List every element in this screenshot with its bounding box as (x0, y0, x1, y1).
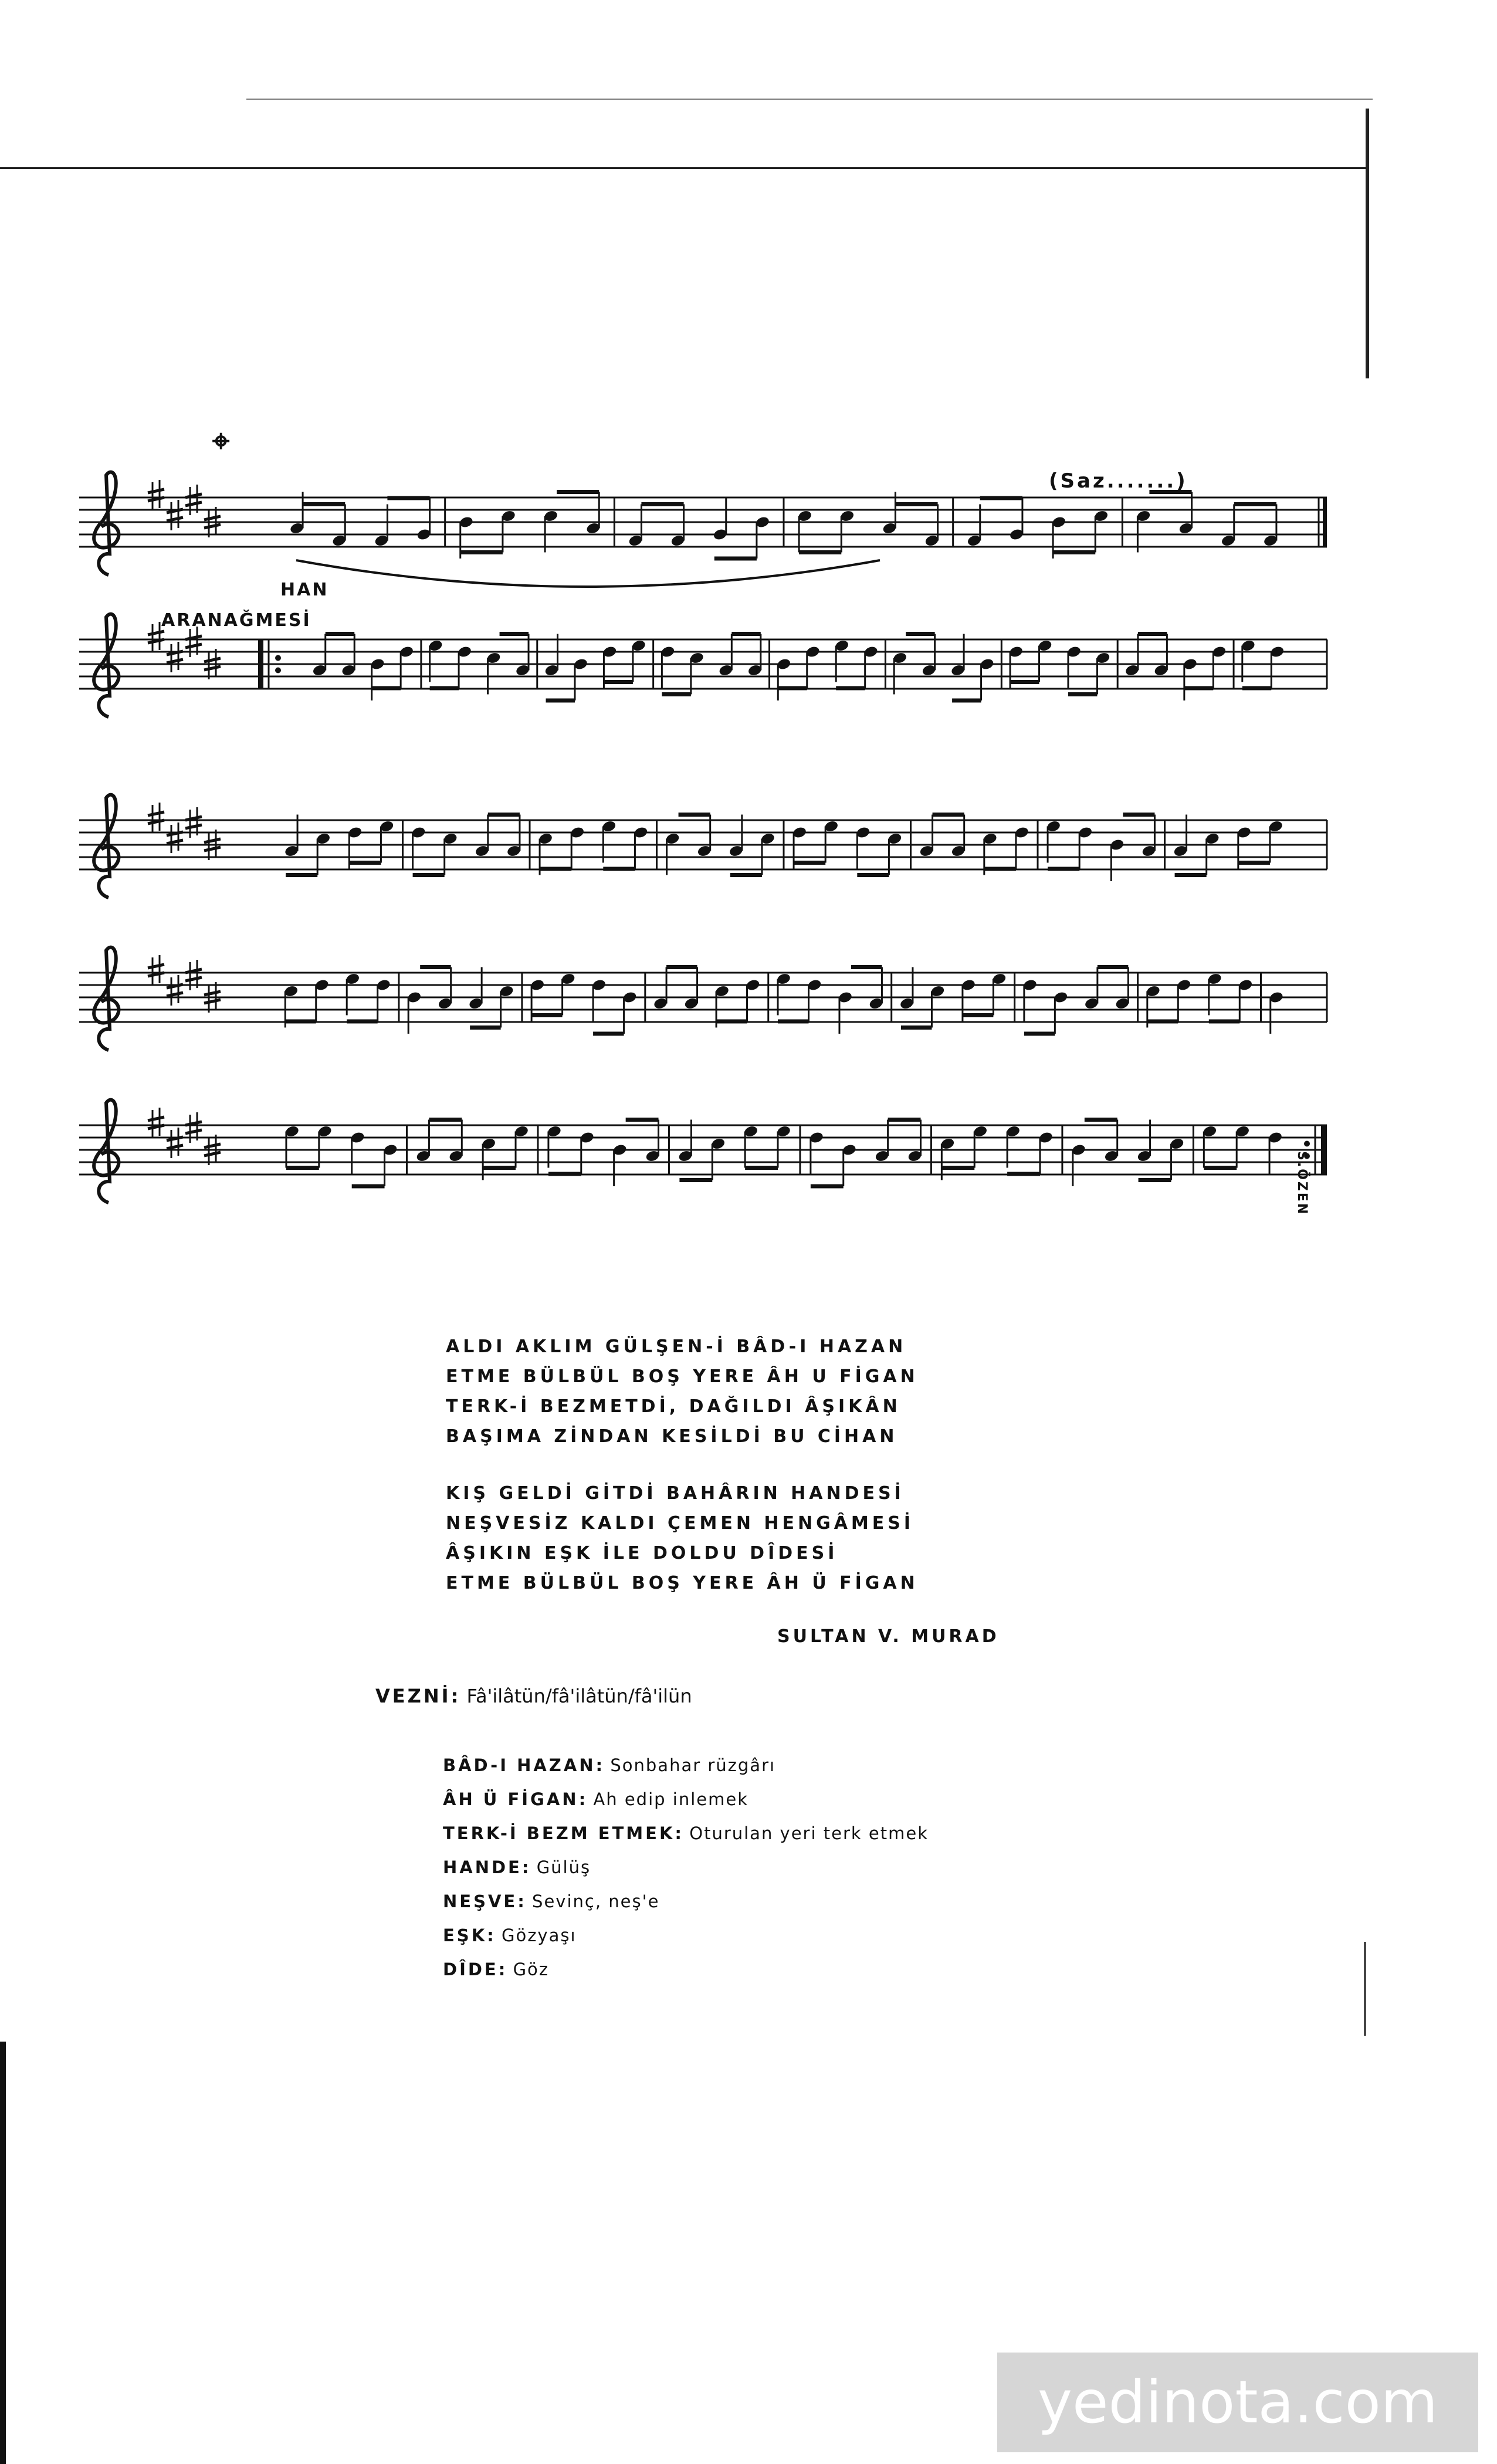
repeat-dot (275, 668, 281, 673)
sharp-sign (148, 1117, 164, 1121)
glossary-definition: Gülüş (536, 1857, 591, 1877)
glossary-entry (443, 1918, 929, 1952)
author-credit: SULTAN V. MURAD (777, 1626, 1000, 1647)
meter-text: Fâ'ilâtün/fâ'ilâtün/fâ'ilün (466, 1685, 692, 1707)
sharp-sign (204, 847, 221, 851)
slur (296, 560, 880, 587)
treble-clef (94, 614, 118, 717)
sharp-sign (204, 839, 221, 842)
sharp-sign (204, 524, 221, 528)
han-label: HAN (280, 580, 329, 600)
sharp-sign (185, 644, 202, 648)
lyrics-stanza-2 (446, 1478, 919, 1598)
glossary-term: TERK-İ BEZM ETMEK: (443, 1823, 685, 1843)
sharp-sign (148, 964, 164, 968)
saz-label: (Saz.......) (1049, 469, 1188, 493)
glossary-term: ÂH Ü FİGAN: (443, 1789, 588, 1809)
sharp-sign (167, 993, 183, 996)
sharp-sign (204, 666, 221, 670)
glossary-term: EŞK: (443, 1925, 496, 1945)
sharp-sign (167, 1145, 183, 1149)
sharp-sign (204, 991, 221, 995)
segno-mark: ⌖ (212, 424, 232, 459)
sharp-sign (204, 1152, 221, 1156)
watermark: yedinota.com (997, 2353, 1478, 2452)
sharp-sign (185, 977, 202, 981)
binding-edge (0, 2042, 6, 2464)
sharp-sign (148, 631, 164, 635)
sharp-sign (167, 659, 183, 663)
glossary-definition: Ah edip inlemek (593, 1789, 749, 1809)
glossary-term: HANDE: (443, 1857, 531, 1877)
sharp-sign (204, 1144, 221, 1148)
glossary-entry (443, 1884, 929, 1918)
glossary-term: BÂD-I HAZAN: (443, 1755, 605, 1775)
sharp-sign (185, 502, 202, 506)
sharp-sign (204, 516, 221, 520)
lyrics-block (446, 1332, 919, 1625)
glossary-entry (443, 1952, 929, 1986)
engraver-mark: S.ÖZEN (1295, 1151, 1309, 1216)
meter-label: VEZNİ: (375, 1685, 461, 1707)
page-edge-mark-lower (1364, 1942, 1366, 2036)
sharp-sign (148, 812, 164, 815)
repeat-dot (275, 655, 281, 661)
treble-clef (94, 472, 118, 575)
lyric-line: TERK-İ BEZMETDİ, DAĞILDI ÂŞIKÂN (446, 1396, 901, 1417)
glossary-entry (443, 1748, 929, 1782)
glossary-entry (443, 1782, 929, 1816)
glossary-term: NEŞVE: (443, 1891, 527, 1911)
treble-clef (94, 795, 118, 898)
glossary-definition: Oturulan yeri terk etmek (689, 1823, 929, 1843)
glossary-definition: Gözyaşı (501, 1925, 577, 1945)
lyrics-stanza-1 (446, 1332, 919, 1451)
sharp-sign (148, 489, 164, 493)
lyric-line: KIŞ GELDİ GİTDİ BAHÂRIN HANDESİ (446, 1483, 905, 1504)
sharp-sign (185, 825, 202, 828)
lyric-line: ETME BÜLBÜL BOŞ YERE ÂH U FİGAN (446, 1366, 919, 1387)
meter-line (375, 1685, 692, 1707)
treble-clef (94, 947, 118, 1050)
glossary-entry (443, 1816, 929, 1850)
glossary-definition: Sonbahar rüzgârı (610, 1755, 776, 1775)
glossary-definition: Göz (513, 1959, 549, 1979)
glossary-entry (443, 1850, 929, 1884)
repeat-bar (1321, 1125, 1327, 1175)
sharp-sign (185, 1130, 202, 1133)
sharp-sign (204, 1000, 221, 1003)
sharp-sign (167, 840, 183, 844)
glossary (443, 1748, 929, 1986)
lyric-line: ALDI AKLIM GÜLŞEN-İ BÂD-I HAZAN (446, 1336, 907, 1357)
glossary-term: DÎDE: (443, 1959, 508, 1979)
repeat-dot (1304, 1141, 1310, 1147)
sharp-sign (204, 658, 221, 662)
sharp-sign (167, 517, 183, 521)
repeat-bar (258, 639, 263, 689)
lyric-line: BAŞIMA ZİNDAN KESİLDİ BU CİHAN (446, 1426, 898, 1447)
treble-clef (94, 1100, 118, 1203)
lyric-line: ETME BÜLBÜL BOŞ YERE ÂH Ü FİGAN (446, 1573, 919, 1593)
glossary-definition: Sevinç, neş'e (532, 1891, 660, 1911)
aranagme-label: ARANAĞMESİ (161, 610, 311, 631)
lyric-line: ÂŞIKIN EŞK İLE DOLDU DÎDESİ (446, 1543, 838, 1563)
lyric-line: NEŞVESİZ KALDI ÇEMEN HENGÂMESİ (446, 1513, 915, 1534)
final-bar (1323, 497, 1327, 547)
